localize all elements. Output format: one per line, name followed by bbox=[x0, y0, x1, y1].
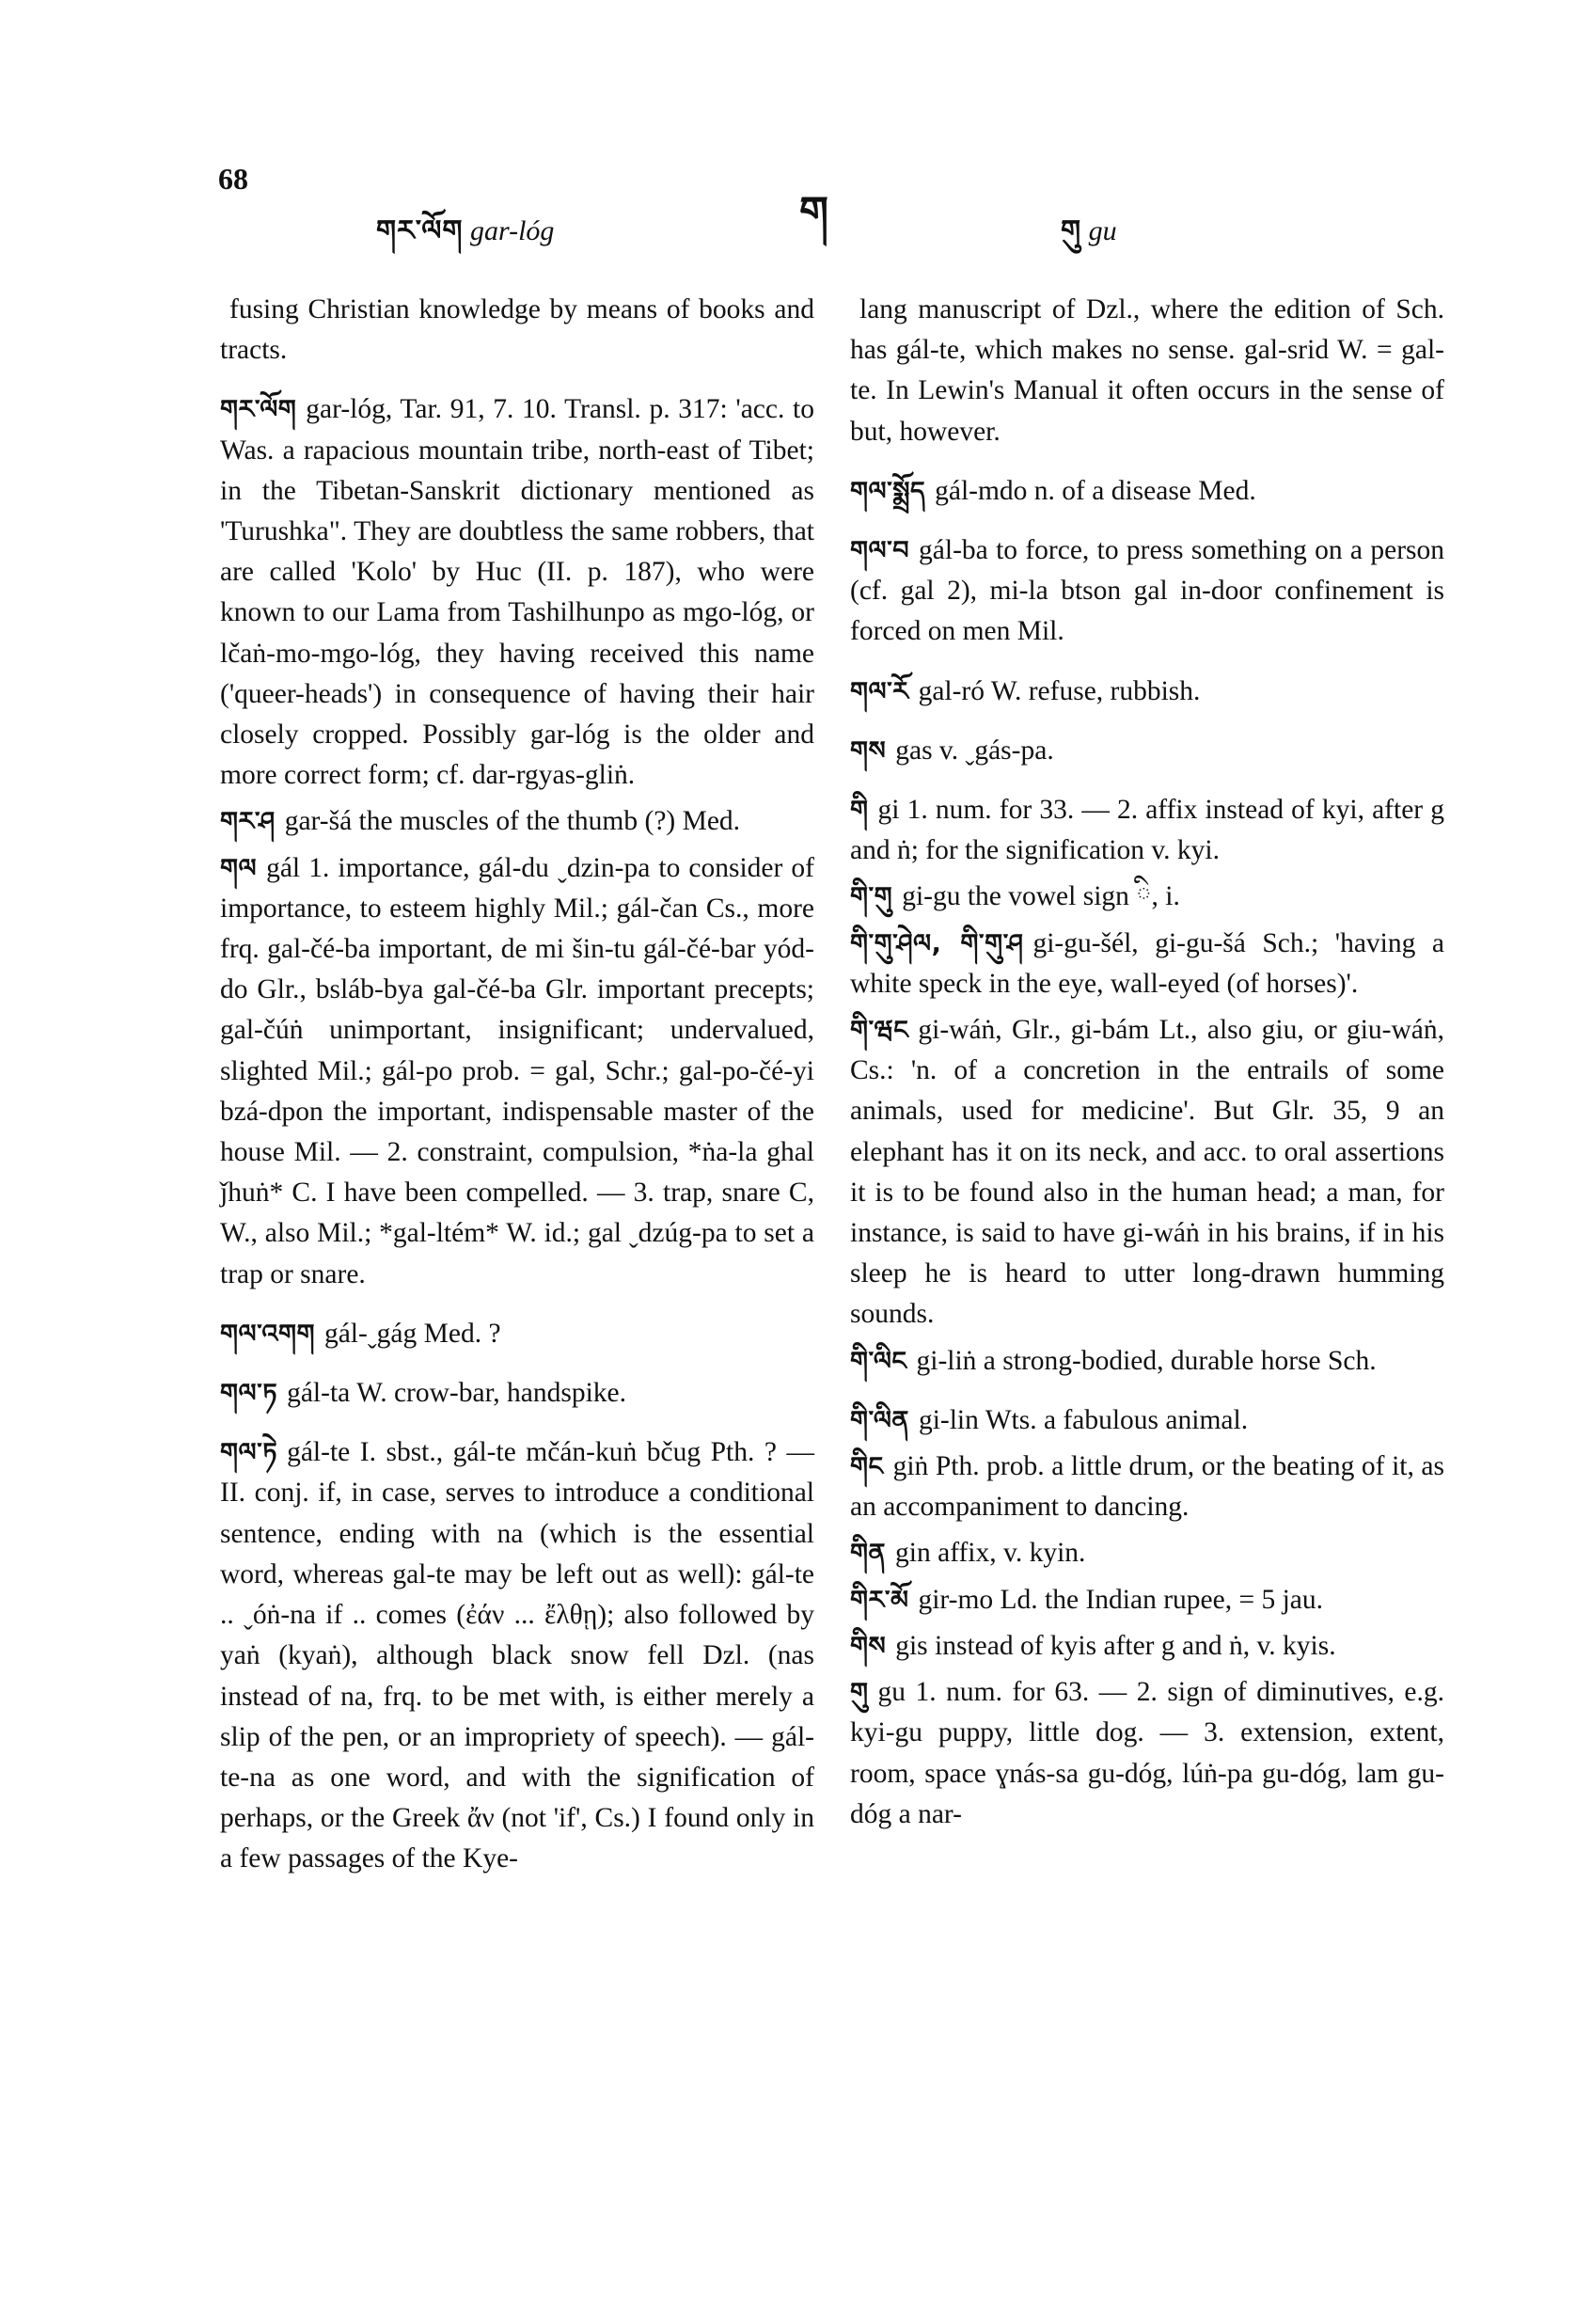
dictionary-entry bbox=[220, 389, 814, 796]
dictionary-entry bbox=[850, 1400, 1444, 1441]
entry-headword: གུ bbox=[850, 1678, 869, 1708]
entry-text: gis instead of kyis after g and ṅ, v. kyis. bbox=[895, 1630, 1336, 1661]
dictionary-entry bbox=[850, 924, 1444, 1004]
entry-text: gir-mo Ld. the Indian rupee, = 5 jau. bbox=[918, 1584, 1324, 1615]
running-header-left bbox=[376, 199, 554, 278]
entry-headword: གི་ཝང bbox=[850, 1016, 909, 1046]
entry-headword: གས bbox=[850, 735, 887, 766]
dictionary-entry bbox=[220, 848, 814, 1295]
header-left-tibetan: གར་ལོག bbox=[376, 214, 464, 247]
dictionary-entry bbox=[850, 1533, 1444, 1573]
entry-headword: གལ་རོ bbox=[850, 676, 909, 706]
entry-text: giṅ Pth. prob. a little drum, or the beating of it, as an accompaniment to dancing. bbox=[850, 1451, 1444, 1523]
right-column bbox=[850, 290, 1444, 1841]
entry-text: gi-lin Wts. a fabulous animal. bbox=[918, 1404, 1249, 1435]
dictionary-entry bbox=[850, 471, 1444, 512]
page-number: 68 bbox=[218, 162, 248, 196]
entry-headword: གར་ཤ bbox=[220, 807, 276, 837]
dictionary-entry bbox=[850, 877, 1444, 917]
entry-text: gu 1. num. for 63. — 2. sign of diminutives, e.g. kyi-gu puppy, little dog. — 3. extension, extent, room, space ɣnás-sa gu-dóg, lúṅ-pa gu-dóg, lam gu-dóg a nar- bbox=[850, 1677, 1444, 1829]
entry-text: gál-mdo n. of a disease Med. bbox=[935, 475, 1256, 506]
entry-headword: གི་ལིང bbox=[850, 1346, 907, 1376]
entry-text: gál 1. importance, gál-du ˬdzin-pa to consider of importance, to esteem highly Mil.; gál-čan Cs., more frq. gal-čé-ba important, de mi šin-tu gál-čé-bar yód-do Glr., bsláb-bya gal-čé-ba Glr. important precepts; gal-čúṅ unimportant, insignificant; undervalued, slighted Mil.; gál-po prob. = gal, Schr.; gal-po-čé-yi bzá-dpon the important, indispensable master of the house Mil. — 2. constraint, compulsion, *ṅa-la ghal ǰhuṅ* C. I have been compelled. — 3. trap, snare C, W., also Mil.; *gal-ltém* W. id.; gal ˬdzúg-pa to set a trap or snare. bbox=[220, 852, 814, 1289]
entry-text: gi 1. num. for 33. — 2. affix instead of kyi, after g and ṅ; for the signification v. kyi. bbox=[850, 795, 1444, 866]
dictionary-entry bbox=[220, 1314, 814, 1354]
entry-headword: གི་གུ bbox=[850, 882, 893, 912]
dictionary-entry bbox=[850, 731, 1444, 771]
entry-headword: གི་ལིན bbox=[850, 1405, 909, 1435]
entry-headword: གིན bbox=[850, 1539, 887, 1569]
entry-text: gin affix, v. kyin. bbox=[895, 1538, 1086, 1569]
running-header-right bbox=[1061, 199, 1117, 278]
entry-headword: གལ bbox=[220, 853, 258, 883]
dictionary-entry bbox=[850, 1447, 1444, 1527]
header-right-term: gu bbox=[1088, 215, 1117, 246]
entry-text: gál-ba to force, to press something on a person (cf. gal 2), mi-la btson gal in-door confinement is forced on men Mil. bbox=[850, 535, 1444, 647]
entry-text: gi-gu the vowel sign ི, i. bbox=[902, 881, 1180, 912]
dictionary-entry bbox=[850, 672, 1444, 712]
entry-text: gi-gu-šél, gi-gu-šá Sch.; 'having a white speck in the eye, wall-eyed (of horses)'. bbox=[850, 927, 1444, 999]
header-right-tibetan: གུ bbox=[1061, 214, 1082, 247]
running-header-center: ག bbox=[799, 189, 828, 235]
entry-text: gál-ˬgág Med. ? bbox=[323, 1318, 501, 1349]
dictionary-entry bbox=[850, 530, 1444, 653]
entry-headword: གི bbox=[850, 796, 869, 826]
entry-text: gas v. ˬgás-pa. bbox=[895, 735, 1054, 766]
dictionary-entry bbox=[220, 1432, 814, 1879]
entry-headword: གར་ལོག bbox=[220, 395, 297, 425]
entry-headword: གལ་བ bbox=[850, 536, 910, 566]
entry-text: gar-šá the muscles of the thumb (?) Med. bbox=[284, 806, 741, 837]
dictionary-entry bbox=[220, 1373, 814, 1414]
dictionary-entry bbox=[850, 1010, 1444, 1336]
entry-headword: གལ་འགག bbox=[220, 1319, 315, 1349]
entry-headword: གིར་མོ bbox=[850, 1585, 909, 1615]
entry-headword: གི་གུ་ཤེལ, གི་གུ་ཤ bbox=[850, 928, 1024, 958]
dictionary-entry bbox=[850, 790, 1444, 871]
dictionary-entry bbox=[220, 290, 814, 371]
entry-headword: གལ་ཏ bbox=[220, 1379, 278, 1409]
entry-text: fusing Christian knowledge by means of books and tracts. bbox=[220, 294, 814, 366]
header-left-term: gar-lóg bbox=[470, 215, 555, 246]
entry-text: gi-liṅ a strong-bodied, durable horse Sch. bbox=[916, 1345, 1377, 1376]
entry-text: gar-lóg, Tar. 91, 7. 10. Transl. p. 317: 'acc. to Was. a rapacious mountain tribe, north-east of Tibet; in the Tibetan-Sanskrit dictionary mentioned as 'Turushka". They are doubtless the same robbers, that are called 'Kolo' by Huc (II. p. 187), who were known to our Lama from Tashilhunpo as mgo-lóg, or lčaṅ-mo-mgo-lóg, they having received this name ('queer-heads') in consequence of having their hair closely cropped. Possibly gar-lóg is the older and more correct form; cf. dar-rgyas-gliṅ. bbox=[220, 394, 814, 791]
entry-headword: གལ་ཏེ bbox=[220, 1438, 278, 1468]
entry-text: lang manuscript of Dzl., where the edition of Sch. has gál-te, which makes no sense. gal-srid W. = gal-te. In Lewin's Manual it often occurs in the sense of but, however. bbox=[850, 294, 1444, 447]
entry-text: gi-wáṅ, Glr., gi-bám Lt., also giu, or giu-wáṅ, Cs.: 'n. of a concretion in the entrails of some animals, used for medicine'. But Glr. 35, 9 an elephant has it on its neck, and acc. to oral assertions it is to be found also in the human head; a man, for instance, is said to have gi-wáṅ in his brains, if in his sleep he is heard to utter long-drawn humming sounds. bbox=[850, 1015, 1444, 1330]
entry-headword: གིས bbox=[850, 1631, 887, 1661]
entry-text: gal-ró W. refuse, rubbish. bbox=[918, 675, 1201, 706]
dictionary-entry bbox=[850, 1580, 1444, 1620]
dictionary-entry bbox=[850, 1672, 1444, 1835]
entry-headword: གིང bbox=[850, 1452, 884, 1482]
entry-headword: གལ་སྨྲོད bbox=[850, 476, 926, 506]
left-column bbox=[220, 290, 814, 1886]
dictionary-entry bbox=[220, 801, 814, 842]
dictionary-entry bbox=[850, 290, 1444, 452]
dictionary-entry bbox=[850, 1626, 1444, 1667]
entry-text: gál-te I. sbst., gál-te mčán-kuṅ bčug Pth. ? — II. conj. if, in case, serves to introduce a conditional sentence, ending with na (which is the essential word, whereas gal-te may be left out as well): gál-te .. ˬóṅ-na if .. comes (ἐάν ... ἔλθῃ); also followed by yaṅ (kyaṅ), although black snow fell Dzl. (nas instead of na, frq. to be met with, is either merely a slip of the pen, or an impropriety of speech). — gál-te-na as one word, and with the signification of perhaps, or the Greek ἄν (not 'if', Cs.) I found only in a few passages of the Kye- bbox=[220, 1437, 814, 1874]
entry-text: gál-ta W. crow-bar, handspike. bbox=[287, 1378, 626, 1409]
dictionary-entry bbox=[850, 1341, 1444, 1382]
